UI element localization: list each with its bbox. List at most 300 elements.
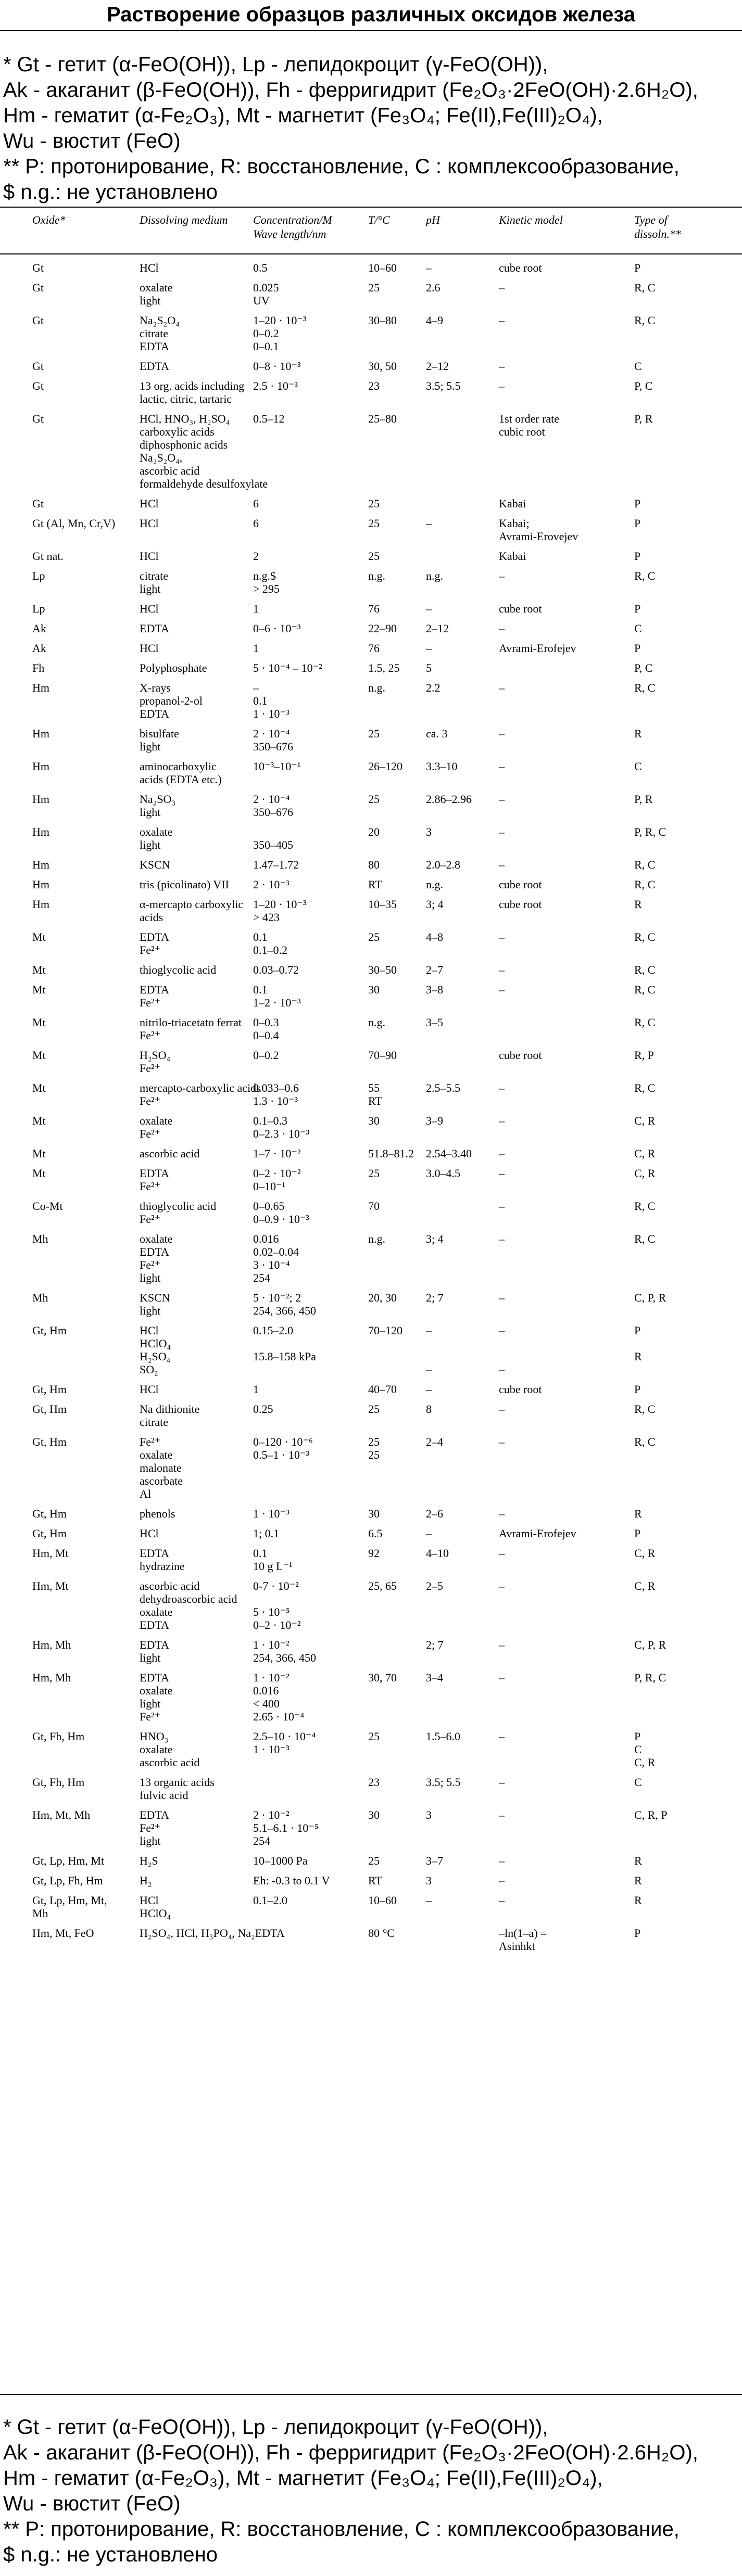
cell-line: Na dithionite xyxy=(140,1402,200,1415)
cell-line: Fe²⁺ xyxy=(140,943,161,957)
column-header-line: Oxide* xyxy=(32,213,66,226)
cell-line: HCl xyxy=(140,1527,159,1540)
cell-line: acids xyxy=(140,911,164,924)
cell-temperature xyxy=(368,1927,395,1940)
cell-ph xyxy=(426,1579,443,1592)
table-row xyxy=(0,1776,742,1802)
cell-line: 0–2 · 10⁻² xyxy=(253,1167,301,1180)
cell-dissolution-type xyxy=(634,1894,642,1907)
cell-kinetic-model xyxy=(499,497,526,510)
table-row xyxy=(0,261,742,274)
cell-line: Hm xyxy=(32,825,49,838)
cell-temperature xyxy=(368,1808,380,1821)
cell-line: mercapto-carboxylic acids xyxy=(140,1081,261,1094)
table-row xyxy=(0,1507,742,1520)
cell-dissolution-type xyxy=(634,1016,655,1029)
cell-line: R, C xyxy=(634,878,656,891)
cell-medium xyxy=(140,1854,158,1867)
cell-line: 15.8–158 kPa xyxy=(253,1350,316,1363)
cell-line: HClO₄ xyxy=(140,1907,171,1920)
cell-line xyxy=(253,1337,316,1350)
cell-line: 23 xyxy=(368,379,380,392)
cell-medium xyxy=(140,602,159,615)
cell-line: 25, 65 xyxy=(368,1579,397,1592)
cell-concentration xyxy=(253,412,285,425)
cell-line: 2 · 10⁻⁴ xyxy=(253,727,290,740)
cell-ph xyxy=(426,1671,443,1684)
cell-line: 2.2 xyxy=(426,681,441,694)
cell-line: P xyxy=(634,261,641,274)
cell-medium xyxy=(140,1200,216,1226)
cell-concentration xyxy=(253,1927,256,1940)
cell-line xyxy=(499,661,502,674)
cell-kinetic-model xyxy=(499,983,505,996)
cell-ph xyxy=(426,1200,429,1213)
cell-temperature xyxy=(368,1671,397,1684)
cell-temperature xyxy=(368,1232,385,1245)
cell-concentration xyxy=(253,930,287,957)
cell-line: 10⁻³–10⁻¹ xyxy=(253,760,301,773)
cell-ph xyxy=(426,569,443,582)
cell-line: oxalate xyxy=(140,1114,173,1127)
cell-dissolution-type xyxy=(634,1638,666,1651)
cell-line: Fe²⁺ xyxy=(140,1710,161,1723)
cell-line xyxy=(368,1638,371,1651)
cell-dissolution-type xyxy=(634,930,655,943)
cell-line: 20 xyxy=(368,825,380,838)
cell-medium xyxy=(140,1776,215,1802)
cell-line: – xyxy=(499,1507,505,1520)
cell-line: Na₂SO₃ xyxy=(140,793,176,806)
cell-ph xyxy=(426,1547,449,1560)
cell-oxide xyxy=(32,1081,46,1094)
table-row xyxy=(0,858,742,871)
cell-line: HCl xyxy=(140,1894,159,1907)
cell-oxide xyxy=(32,1435,67,1448)
cell-line: α-mercapto carboxylic xyxy=(140,898,244,911)
cell-line: 4–9 xyxy=(426,314,443,327)
table-row xyxy=(0,1894,742,1920)
cell-medium xyxy=(140,1547,185,1573)
cell-temperature xyxy=(368,602,380,615)
cell-dissolution-type xyxy=(634,1147,655,1160)
cell-concentration xyxy=(253,1081,299,1107)
cell-kinetic-model xyxy=(499,569,505,582)
cell-dissolution-type xyxy=(634,1579,655,1592)
cell-line: 70–90 xyxy=(368,1049,397,1062)
cell-dissolution-type xyxy=(634,642,640,655)
cell-line: 0.033–0.6 xyxy=(253,1081,299,1094)
cell-line: 10–35 xyxy=(368,898,397,911)
cell-line: 3; 4 xyxy=(426,898,444,911)
cell-line: 254, 366, 450 xyxy=(253,1304,316,1317)
cell-dissolution-type xyxy=(634,602,640,615)
table-row xyxy=(0,602,742,615)
cell-kinetic-model xyxy=(499,281,505,294)
cell-line: Gt xyxy=(32,261,44,274)
cell-line: n.g. xyxy=(368,569,385,582)
cell-line: 0.1–0.2 xyxy=(253,943,287,957)
cell-medium xyxy=(140,314,180,353)
cell-line: n.g.$ xyxy=(253,569,276,582)
cell-line: 3 xyxy=(426,1874,432,1887)
cell-medium xyxy=(140,878,229,891)
cell-medium xyxy=(140,1147,199,1160)
cell-oxide xyxy=(32,1291,48,1304)
cell-temperature xyxy=(368,1402,380,1415)
cell-line: 0.5–1 · 10⁻³ xyxy=(253,1448,310,1461)
cell-line: thioglycolic acid xyxy=(140,1200,217,1213)
cell-ph xyxy=(426,642,432,655)
cell-line: – xyxy=(499,360,505,373)
cell-oxide xyxy=(32,1547,69,1560)
footnotes-top xyxy=(3,52,740,205)
cell-line: 0–2.3 · 10⁻³ xyxy=(253,1127,310,1140)
cell-concentration xyxy=(253,622,301,635)
table-row xyxy=(0,497,742,510)
cell-line: 6.5 xyxy=(368,1527,383,1540)
cell-line: light xyxy=(140,1697,161,1710)
cell-line: HCl xyxy=(140,642,159,655)
cell-ph xyxy=(426,1167,460,1180)
cell-dissolution-type xyxy=(634,281,655,294)
cell-line: HCl xyxy=(140,1324,159,1337)
cell-line: light xyxy=(140,806,161,819)
cell-line: Ak xyxy=(32,622,46,635)
cell-line: Gt xyxy=(32,281,44,294)
cell-concentration xyxy=(253,760,300,773)
cell-line: Mt xyxy=(32,1114,46,1127)
cell-temperature xyxy=(368,642,380,655)
cell-line: Mt xyxy=(32,1147,46,1160)
cell-dissolution-type xyxy=(634,1049,654,1062)
cell-line: 1–7 · 10⁻² xyxy=(253,1147,301,1160)
cell-line: 25–80 xyxy=(368,412,397,425)
cell-line: EDTA xyxy=(140,1808,169,1821)
cell-line: 0.5–12 xyxy=(253,412,285,425)
cell-line: –ln(1–a) = xyxy=(499,1927,547,1940)
cell-kinetic-model xyxy=(499,898,542,911)
cell-ph xyxy=(426,1638,444,1651)
cell-kinetic-model xyxy=(499,517,578,543)
table-row xyxy=(0,360,742,373)
cell-concentration xyxy=(253,825,293,851)
cell-line: R, C xyxy=(634,681,656,694)
cell-oxide xyxy=(32,760,49,773)
cell-line: Hm, Mt, Mh xyxy=(32,1808,91,1821)
cell-line: 30 xyxy=(368,1507,380,1520)
cell-medium xyxy=(140,1638,169,1664)
cell-oxide xyxy=(32,1507,67,1520)
cell-line: 0–0.2 xyxy=(253,327,279,340)
cell-dissolution-type xyxy=(634,858,655,871)
cell-line: cube root xyxy=(499,602,542,615)
cell-dissolution-type xyxy=(634,550,640,563)
cell-line: cube root xyxy=(499,261,542,274)
cell-dissolution-type xyxy=(634,569,655,582)
cell-dissolution-type xyxy=(634,1507,642,1520)
cell-line: 1 · 10⁻³ xyxy=(253,707,290,720)
cell-line: KSCN xyxy=(140,1291,170,1304)
cell-line: ascorbate xyxy=(140,1474,183,1487)
table-row xyxy=(0,1671,742,1723)
cell-line: Gt, Lp, Hm, Mt xyxy=(32,1854,105,1867)
cell-line: 0.1 xyxy=(253,1547,268,1560)
cell-temperature xyxy=(368,858,380,871)
cell-line: light xyxy=(140,1651,161,1664)
cell-ph xyxy=(426,930,443,943)
cell-kinetic-model xyxy=(499,1324,505,1376)
cell-concentration xyxy=(253,379,298,392)
cell-line: Gt, Fh, Hm xyxy=(32,1730,85,1743)
cell-oxide xyxy=(32,1383,67,1396)
cell-line: P, C xyxy=(634,661,653,674)
cell-line: P, R xyxy=(634,412,653,425)
cell-line: Lp xyxy=(32,602,45,615)
cell-line: acids (EDTA etc.) xyxy=(140,773,222,786)
cell-line: Mh xyxy=(32,1291,48,1304)
cell-ph xyxy=(426,412,429,425)
cell-ph xyxy=(426,898,444,911)
cell-ph xyxy=(426,1291,444,1304)
cell-oxide xyxy=(32,412,44,425)
cell-line: C, R xyxy=(634,1547,656,1560)
cell-line: Mh xyxy=(32,1907,48,1920)
cell-line: 20, 30 xyxy=(368,1291,397,1304)
cell-line xyxy=(426,1049,429,1062)
cell-temperature xyxy=(368,1547,380,1560)
cell-temperature xyxy=(368,281,380,294)
cell-line: – xyxy=(499,1081,505,1094)
cell-oxide xyxy=(32,1927,94,1940)
cell-line: – xyxy=(426,1894,432,1907)
cell-line: Gt xyxy=(32,314,44,327)
cell-ph xyxy=(426,379,461,392)
cell-line: 26–120 xyxy=(368,760,403,773)
cell-oxide xyxy=(32,1579,69,1592)
cell-temperature xyxy=(368,1579,397,1592)
cell-line: P, C xyxy=(634,379,653,392)
cell-line: light xyxy=(140,838,161,851)
cell-oxide xyxy=(32,825,49,838)
cell-dissolution-type xyxy=(634,1874,642,1887)
cell-line: 1; 0.1 xyxy=(253,1527,280,1540)
cell-line: UV xyxy=(253,294,270,307)
cell-concentration xyxy=(253,1114,309,1140)
cell-oxide xyxy=(32,661,44,674)
table-row xyxy=(0,1232,742,1284)
footnote-line: $ n.g.: не установлено xyxy=(3,181,218,203)
cell-line: 25 xyxy=(368,727,380,740)
cell-kinetic-model xyxy=(499,1776,505,1789)
cell-dissolution-type xyxy=(634,983,655,996)
cell-line: 254 xyxy=(253,1834,270,1847)
cell-oxide xyxy=(32,1894,107,1920)
cell-line: < 400 xyxy=(253,1697,280,1710)
cell-line: ca. 3 xyxy=(426,727,448,740)
cell-concentration xyxy=(253,497,259,510)
cell-line: EDTA xyxy=(140,1671,169,1684)
cell-medium xyxy=(140,1167,169,1193)
cell-line: P xyxy=(634,1527,641,1540)
cell-temperature xyxy=(368,1854,380,1867)
cell-line: oxalate xyxy=(140,281,173,294)
cell-dissolution-type xyxy=(634,1435,655,1448)
cell-ph xyxy=(426,858,460,871)
cell-line: 1st order rate xyxy=(499,412,560,425)
cell-line: Hm, Mt xyxy=(32,1579,69,1592)
cell-line: citrate xyxy=(140,1415,168,1429)
cell-line: EDTA xyxy=(140,1167,169,1180)
cell-medium xyxy=(140,1894,171,1920)
cell-line: 80 °C xyxy=(368,1927,395,1940)
cell-line: hydrazine xyxy=(140,1560,185,1573)
cell-line: Avrami-Erovejev xyxy=(499,530,578,543)
cell-line: 55 xyxy=(368,1081,380,1094)
cell-line: 2–12 xyxy=(426,622,449,635)
cell-line: Asinhkt xyxy=(499,1940,535,1953)
table-bottom-rule xyxy=(0,2394,742,2395)
cell-line xyxy=(499,1016,502,1029)
cell-dissolution-type xyxy=(634,1527,640,1540)
cell-line xyxy=(253,825,293,838)
cell-line: 80 xyxy=(368,858,380,871)
cell-line: 3–8 xyxy=(426,983,443,996)
cell-line: 0.15–2.0 xyxy=(253,1324,293,1337)
cell-kinetic-model xyxy=(499,1671,505,1684)
table-row xyxy=(0,825,742,851)
cell-line: – xyxy=(499,1363,505,1376)
cell-ph xyxy=(426,281,441,294)
table-row xyxy=(0,1147,742,1160)
cell-oxide xyxy=(32,1638,71,1651)
cell-line: RT xyxy=(368,1874,382,1887)
cell-line: Gt, Hm xyxy=(32,1383,67,1396)
cell-line: R, C xyxy=(634,930,656,943)
cell-line: – xyxy=(499,379,505,392)
cell-dissolution-type xyxy=(634,1081,655,1094)
cell-concentration xyxy=(253,1049,279,1062)
table-row xyxy=(0,1402,742,1429)
cell-line: Hm xyxy=(32,760,49,773)
cell-concentration xyxy=(253,1147,301,1160)
cell-line: oxalate xyxy=(140,1743,173,1756)
cell-kinetic-model xyxy=(499,1147,505,1160)
cell-line: dehydroascorbic acid xyxy=(140,1592,237,1605)
cell-line: C xyxy=(634,360,642,373)
cell-line: 2.54–3.40 xyxy=(426,1147,472,1160)
cell-ph xyxy=(426,1114,443,1127)
table-row xyxy=(0,760,742,786)
cell-line: 0–2 · 10⁻² xyxy=(253,1618,301,1631)
cell-line: P, R xyxy=(634,793,653,806)
cell-kinetic-model xyxy=(499,1114,505,1127)
cell-line: 1 · 10⁻² xyxy=(253,1638,290,1651)
cell-line: 10–1000 Pa xyxy=(253,1854,308,1867)
cell-line: 0–120 · 10⁻⁶ xyxy=(253,1435,313,1448)
cell-line: tris (picolinato) VII xyxy=(140,878,229,891)
cell-line: 1 xyxy=(253,1383,259,1396)
cell-line: 2–4 xyxy=(426,1435,443,1448)
cell-line: – xyxy=(426,1527,432,1540)
table-row xyxy=(0,1049,742,1075)
cell-line: > 295 xyxy=(253,582,280,595)
cell-oxide xyxy=(32,1874,103,1887)
cell-line: 1.3 · 10⁻³ xyxy=(253,1094,298,1107)
cell-line: Gt xyxy=(32,497,44,510)
table-row xyxy=(0,569,742,595)
cell-temperature xyxy=(368,898,397,911)
cell-ph xyxy=(426,1854,443,1867)
cell-line: – xyxy=(499,1402,505,1415)
table-row xyxy=(0,727,742,753)
cell-kinetic-model xyxy=(499,1579,505,1592)
cell-line: HCl xyxy=(140,1383,159,1396)
cell-concentration xyxy=(253,1638,316,1664)
cell-line: ascorbic acid xyxy=(140,1147,200,1160)
cell-line: Avrami-Erofejev xyxy=(499,1527,576,1540)
cell-oxide xyxy=(32,1114,46,1127)
cell-line: R, C xyxy=(634,983,656,996)
cell-temperature xyxy=(368,825,380,838)
cell-line: – xyxy=(499,1114,505,1127)
cell-dissolution-type xyxy=(634,1232,655,1245)
cell-line: Mt xyxy=(32,930,46,943)
cell-line: – xyxy=(499,569,505,582)
cell-line: – xyxy=(499,1547,505,1560)
cell-oxide xyxy=(32,360,44,373)
cell-line: 25 xyxy=(368,1730,380,1743)
cell-oxide xyxy=(32,793,49,806)
cell-oxide xyxy=(32,983,46,996)
cell-medium xyxy=(140,379,244,405)
cell-line: 2.5 · 10⁻³ xyxy=(253,379,298,392)
cell-line: cube root xyxy=(499,898,542,911)
cell-line: 1–20 · 10⁻³ xyxy=(253,898,307,911)
cell-line: C, R xyxy=(634,1167,656,1180)
cell-ph xyxy=(426,661,432,674)
table-row xyxy=(0,1324,742,1376)
cell-oxide xyxy=(32,727,49,740)
cell-line: P xyxy=(634,1383,641,1396)
cell-kinetic-model xyxy=(499,1547,505,1560)
cell-dissolution-type xyxy=(634,681,655,694)
cell-oxide xyxy=(32,314,44,327)
cell-line: – xyxy=(426,602,432,615)
cell-concentration xyxy=(253,1808,319,1847)
cell-dissolution-type xyxy=(634,412,652,425)
cell-ph xyxy=(426,1730,460,1743)
cell-kinetic-model xyxy=(499,1081,505,1094)
cell-line: Fe²⁺ xyxy=(140,1062,161,1075)
cell-line: Gt (Al, Mn, Cr,V) xyxy=(32,517,116,530)
cell-line: Kabai; xyxy=(499,517,530,530)
cell-line: 13 org. acids including xyxy=(140,379,245,392)
cell-line: Fe²⁺ xyxy=(140,1258,161,1271)
table-row xyxy=(0,1167,742,1193)
cell-line: 0.5 xyxy=(253,261,268,274)
cell-line: Gt, Hm xyxy=(32,1527,67,1540)
cell-temperature xyxy=(368,1874,382,1887)
cell-line: 1.5–6.0 xyxy=(426,1730,460,1743)
footnote-line: ** P: протонирование, R: восстановление, C : комплексообразование, xyxy=(3,155,680,178)
cell-dissolution-type xyxy=(634,1291,666,1304)
cell-line: n.g. xyxy=(368,681,385,694)
cell-line: – xyxy=(499,1808,505,1821)
cell-line: – xyxy=(499,1291,505,1304)
table-row xyxy=(0,550,742,563)
footnote-line: Hm - гематит (α-Fe₂O₃), Mt - магнетит (Fe₃O₄; Fe(II),Fe(III)₂O₄), xyxy=(3,2467,603,2490)
